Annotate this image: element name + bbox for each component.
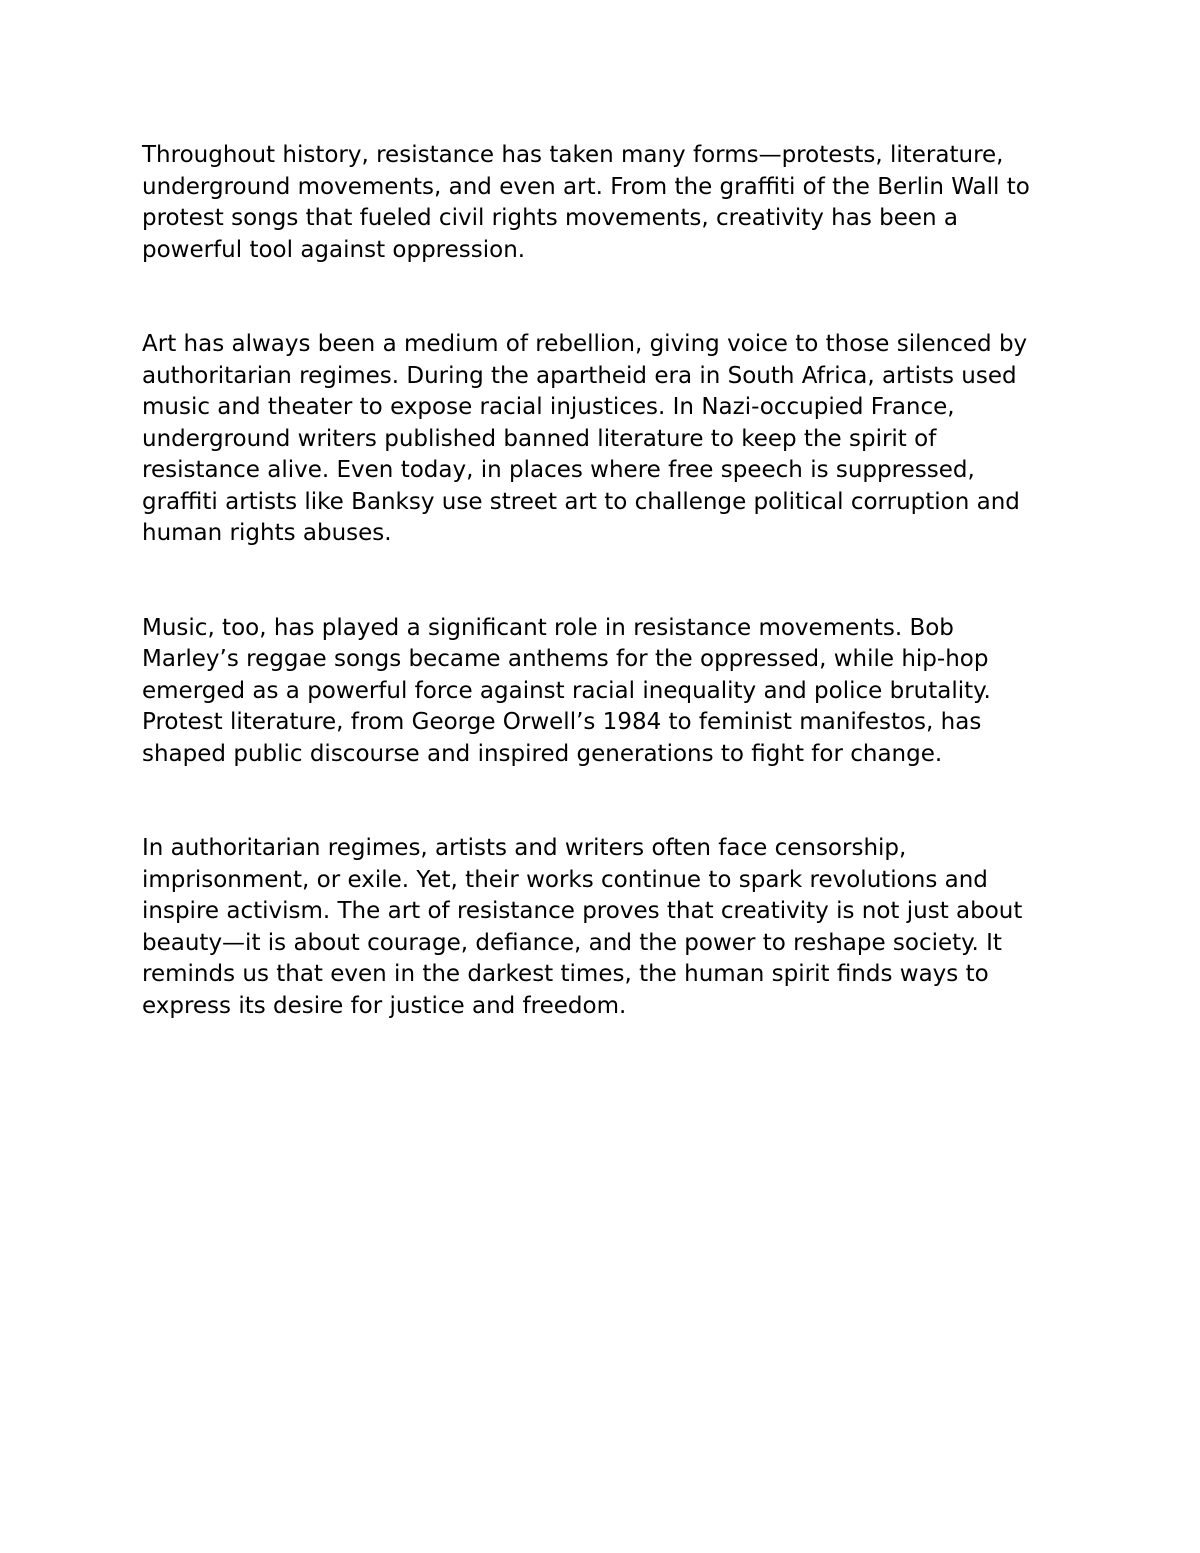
- paragraph-line: beauty—it is about courage, defiance, and the power to reshape society. It: [142, 929, 1002, 956]
- paragraph-line: shaped public discourse and inspired generations to fight for change.: [142, 740, 943, 767]
- paragraph-1: [142, 140, 1067, 266]
- paragraph-line: underground writers published banned literature to keep the spirit of: [142, 425, 937, 452]
- paragraph-line: protest songs that fueled civil rights movements, creativity has been a: [142, 205, 959, 231]
- paragraph-line: Protest literature, from George Orwell’s 1984 to feminist manifestos, has: [142, 709, 982, 735]
- paragraph-line: authoritarian regimes. During the apartheid era in South Africa, artists used: [142, 362, 1017, 389]
- paragraph-3: [142, 613, 1067, 771]
- paragraph-spacer: [142, 266, 1067, 329]
- document-body: [142, 140, 1067, 1022]
- paragraph-line: Marley’s reggae songs became anthems for the oppressed, while hip-hop: [142, 646, 989, 672]
- paragraph-line: graffiti artists like Banksy use street art to challenge political corruption and: [142, 488, 1020, 515]
- paragraph-line: emerged as a powerful force against racial inequality and police brutality.: [142, 677, 991, 704]
- paragraph-line: music and theater to expose racial injustices. In Nazi-occupied France,: [142, 394, 955, 420]
- paragraph-line: human rights abuses.: [142, 520, 392, 546]
- paragraph-line: underground movements, and even art. From the graffiti of the Berlin Wall to: [142, 173, 1030, 200]
- paragraph-line: inspire activism. The art of resistance proves that creativity is not just about: [142, 898, 1023, 924]
- paragraph-line: resistance alive. Even today, in places where free speech is suppressed,: [142, 457, 975, 483]
- paragraph-line: Art has always been a medium of rebellion, giving voice to those silenced by: [142, 331, 1028, 357]
- paragraph-2: [142, 329, 1067, 550]
- paragraph-line: powerful tool against oppression.: [142, 236, 526, 263]
- paragraph-line: imprisonment, or exile. Yet, their works continue to spark revolutions and: [142, 866, 988, 893]
- paragraph-spacer: [142, 550, 1067, 613]
- paragraph-spacer: [142, 770, 1067, 833]
- paragraph-4: [142, 833, 1067, 1022]
- paragraph-line: Music, too, has played a significant role in resistance movements. Bob: [142, 614, 954, 641]
- paragraph-line: express its desire for justice and freedom.: [142, 992, 627, 1019]
- paragraph-line: reminds us that even in the darkest times, the human spirit finds ways to: [142, 961, 989, 987]
- paragraph-line: In authoritarian regimes, artists and writers often face censorship,: [142, 835, 907, 861]
- paragraph-line: Throughout history, resistance has taken many forms—protests, literature,: [142, 142, 1004, 168]
